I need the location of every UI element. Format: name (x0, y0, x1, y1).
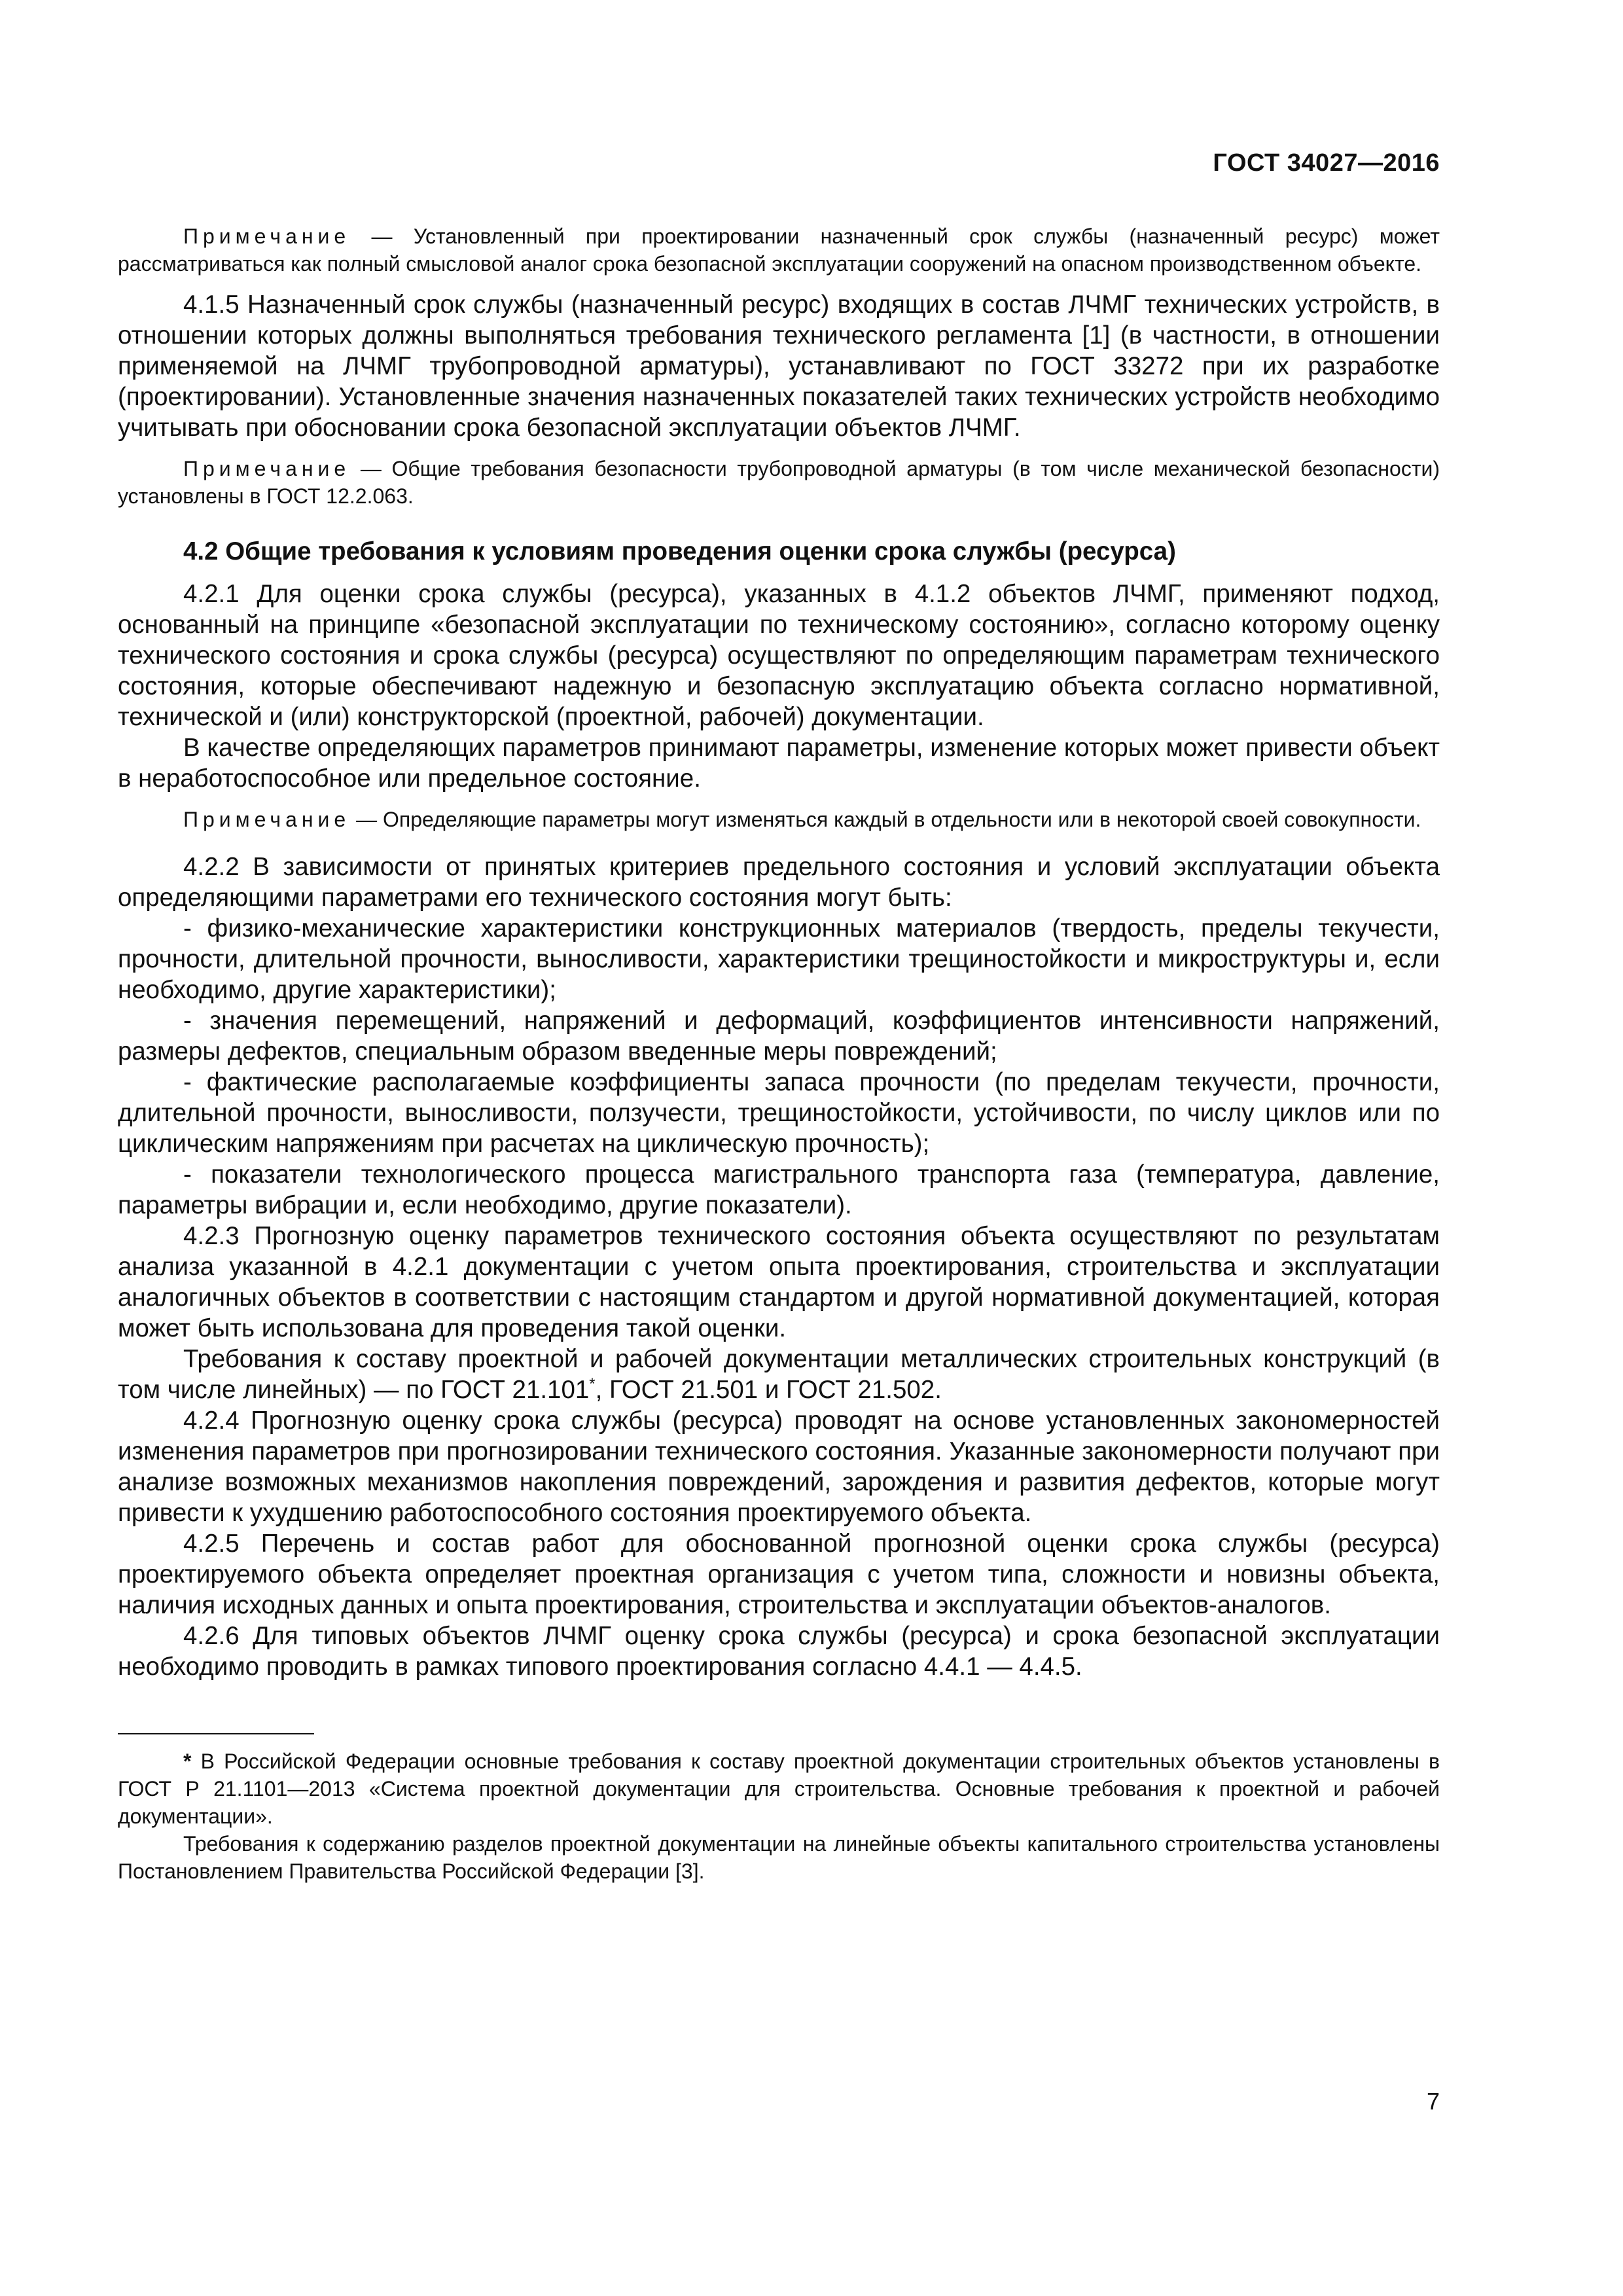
footnote-1-text: В Российской Федерации основные требования к составу проектной документации строительных объектов установлены в ГОСТ Р 21.1101—2013 «Система проектной документации для строительства. Основные требования к проектной и рабочей документации». (118, 1749, 1440, 1828)
note-3-label: Примечание (183, 808, 351, 831)
paragraph-4-2-1: 4.2.1 Для оценки срока службы (ресурса), указанных в 4.1.2 объектов ЛЧМГ, применяют подход, основанный на принципе «безопасной эксплуатации по техническому состоянию», согласно которому оценку технического состояния и срока службы (ресурса) осуществляют по определяющим параметрам технического состояния, которые обеспечивают надежную и безопасную эксплуатацию объекта согласно нормативной, технической и (или) конструкторской (проектной, рабочей) документации. (118, 580, 1440, 731)
page-number: 7 (1426, 2088, 1440, 2115)
paragraph-4-1-5: 4.1.5 Назначенный срок службы (назначенный ресурс) входящих в состав ЛЧМГ технических устройств, в отношении которых должны выполняться требования технического регламента [1] (в частности, в отношении применяемой на ЛЧМГ трубопроводной арматуры), устанавливают по ГОСТ 33272 при их разработке (проектировании). Установленные значения назначенных показателей таких технических устройств необходимо учитывать при обосновании срока безопасной эксплуатации объектов ЛЧМГ. (118, 291, 1440, 442)
paragraph-4-2-1-continued: В качестве определяющих параметров принимают параметры, изменение которых может привести объект в неработоспособное или предельное состояние. (118, 734, 1440, 793)
note-2 (118, 455, 1440, 510)
footnote-2: Требования к содержанию разделов проектной документации на линейные объекты капитального строительства установлены Постановлением Правительства Российской Федерации [3]. (118, 1832, 1440, 1883)
note-2-label: Примечание (183, 457, 351, 480)
footnote-reference-mark[interactable]: * (589, 1375, 596, 1393)
note-1-text: — Установленный при проектировании назначенный срок службы (назначенный ресурс) может рассматриваться как полный смысловой аналог срока безопасной эксплуатации сооружений на опасном производственном объекте. (118, 224, 1440, 276)
note-3 (118, 806, 1440, 833)
paragraph-4-2-3-continued-before: Требования к составу проектной и рабочей документации металлических строительных конструкций (в том числе линейных) — по ГОСТ 21.101 (118, 1345, 1440, 1404)
paragraph-4-2-3: 4.2.3 Прогнозную оценку параметров технического состояния объекта осуществляют по результатам анализа указанной в 4.2.1 документации с учетом опыта проектирования, строительства и эксплуатации аналогичных объектов в соответствии с настоящим стандартом и другой нормативной документацией, которая может быть использована для проведения такой оценки. (118, 1222, 1440, 1342)
standard-code-header: ГОСТ 34027—2016 (1213, 149, 1440, 177)
page-content (118, 223, 1440, 1885)
section-heading-4-2: 4.2 Общие требования к условиям проведения оценки срока службы (ресурса) (183, 537, 1176, 565)
paragraph-4-2-3-continued (118, 1344, 1440, 1405)
paragraph-4-2-2: 4.2.2 В зависимости от принятых критериев предельного состояния и условий эксплуатации объекта определяющими параметрами его технического состояния могут быть: (118, 853, 1440, 912)
list-item: - физико-механические характеристики конструкционных материалов (твердость, пределы текучести, прочности, длительной прочности, выносливости, характеристики трещиностойкости и микроструктуры и, если необходимо, другие характеристики); (118, 914, 1440, 1004)
note-1 (118, 223, 1440, 278)
paragraph-4-2-5: 4.2.5 Перечень и состав работ для обоснованной прогнозной оценки срока службы (ресурса) проектируемого объекта определяет проектная организация с учетом типа, сложности и новизны объекта, наличия исходных данных и опыта проектирования, строительства и эксплуатации объектов-аналогов. (118, 1530, 1440, 1619)
document-page (118, 0, 1440, 2296)
footnote-divider (118, 1733, 314, 1734)
footnote-1 (118, 1748, 1440, 1830)
note-3-text: — Определяющие параметры могут изменяться каждый в отдельности или в некоторой своей совокупности. (350, 808, 1421, 831)
paragraph-4-2-4: 4.2.4 Прогнозную оценку срока службы (ресурса) проводят на основе установленных закономерностей изменения параметров при прогнозировании технического состояния. Указанные закономерности получают при анализе возможных механизмов накопления повреждений, зарождения и развития дефектов, которые могут привести к ухудшению работоспособного состояния проектируемого объекта. (118, 1407, 1440, 1527)
list-item: - показатели технологического процесса магистрального транспорта газа (температура, давление, параметры вибрации и, если необходимо, другие показатели). (118, 1160, 1440, 1219)
paragraph-4-2-3-continued-after: , ГОСТ 21.501 и ГОСТ 21.502. (595, 1376, 942, 1404)
footnote-mark: * (183, 1749, 192, 1773)
paragraph-4-2-6: 4.2.6 Для типовых объектов ЛЧМГ оценку срока службы (ресурса) и срока безопасной эксплуатации необходимо проводить в рамках типового проектирования согласно 4.4.1 — 4.4.5. (118, 1622, 1440, 1681)
note-1-label: Примечание (183, 224, 351, 248)
list-item: - значения перемещений, напряжений и деформаций, коэффициентов интенсивности напряжений, размеры дефектов, специальным образом введенные меры повреждений; (118, 1007, 1440, 1066)
list-item: - фактические располагаемые коэффициенты запаса прочности (по пределам текучести, прочности, длительной прочности, выносливости, ползучести, трещиностойкости, устойчивости, по числу циклов или по циклическим напряжениям при расчетах на циклическую прочность); (118, 1068, 1440, 1158)
note-2-text: — Общие требования безопасности трубопроводной арматуры (в том числе механической безопасности) установлены в ГОСТ 12.2.063. (118, 457, 1440, 508)
